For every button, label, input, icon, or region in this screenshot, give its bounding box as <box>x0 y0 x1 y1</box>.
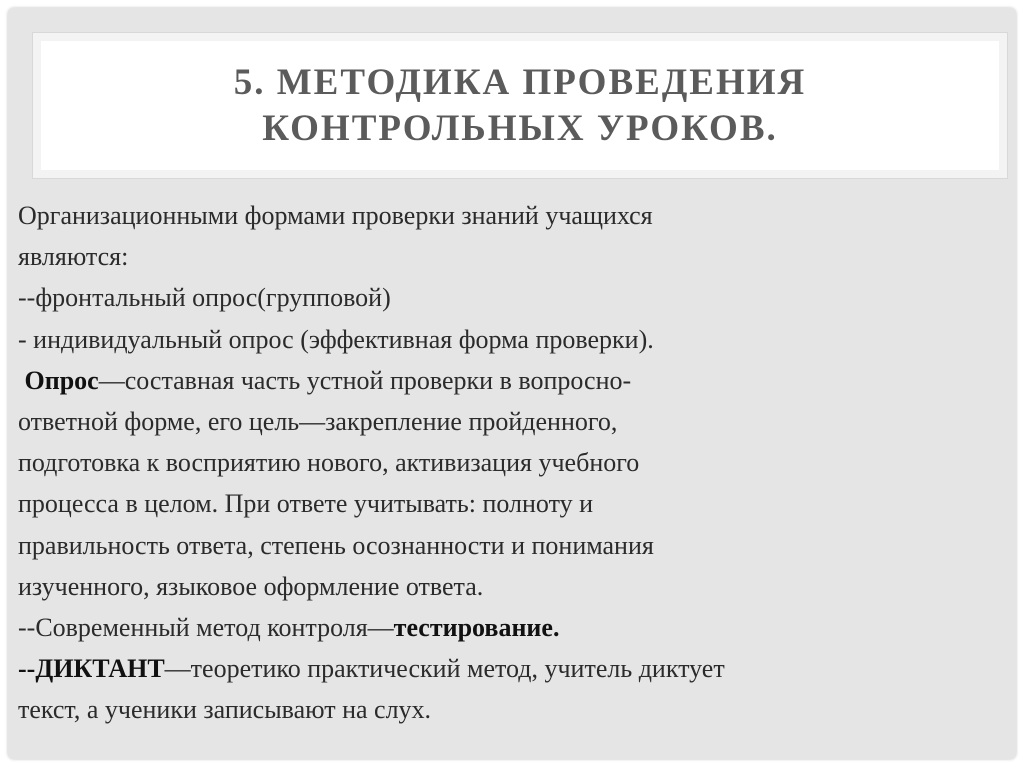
body-line-8: процесса в целом. При ответе учитывать: полноту и <box>18 489 594 519</box>
body-line-11 <box>18 607 993 648</box>
body-line-10: изученного, языковое оформление ответа. <box>18 571 484 601</box>
body-line-13: текст, а ученики записывают на слух. <box>18 695 432 725</box>
body-line-11-rest: --Современный метод контроля— <box>18 613 394 643</box>
title-box <box>32 32 1008 179</box>
body-line-7: подготовка к восприятию нового, активизация учебного <box>18 448 640 478</box>
title-inner <box>41 41 999 170</box>
term-dictation: --ДИКТАНТ <box>18 654 165 684</box>
body-line-5 <box>18 360 993 401</box>
slide-title-line-1: 5. МЕТОДИКА ПРОВЕДЕНИЯ <box>233 61 807 103</box>
body-line-1: Организационными формами проверки знаний учащихся <box>18 201 653 230</box>
term-testing: тестирование. <box>393 613 560 643</box>
body-line-12-rest: —теоретико практический метод, учитель диктует <box>164 654 725 684</box>
body-line-3: --фронтальный опрос(групповой) <box>18 283 391 313</box>
slide-title-line-2: КОНТРОЛЬНЫХ УРОКОВ. <box>262 107 778 149</box>
body-line-5-rest: —составная часть устной проверки в вопросно- <box>98 365 632 395</box>
body-line-2: являются: <box>18 242 129 272</box>
body-line-4: - индивидуальный опрос (эффективная форма проверки). <box>18 324 654 354</box>
body-line-6: ответной форме, его цель—закрепление пройденного, <box>18 407 618 437</box>
body-line-12 <box>18 648 993 689</box>
body-line-9: правильность ответа, степень осознанности и понимания <box>18 530 654 560</box>
slide-body <box>18 195 993 731</box>
term-opros: Опрос <box>24 365 99 395</box>
